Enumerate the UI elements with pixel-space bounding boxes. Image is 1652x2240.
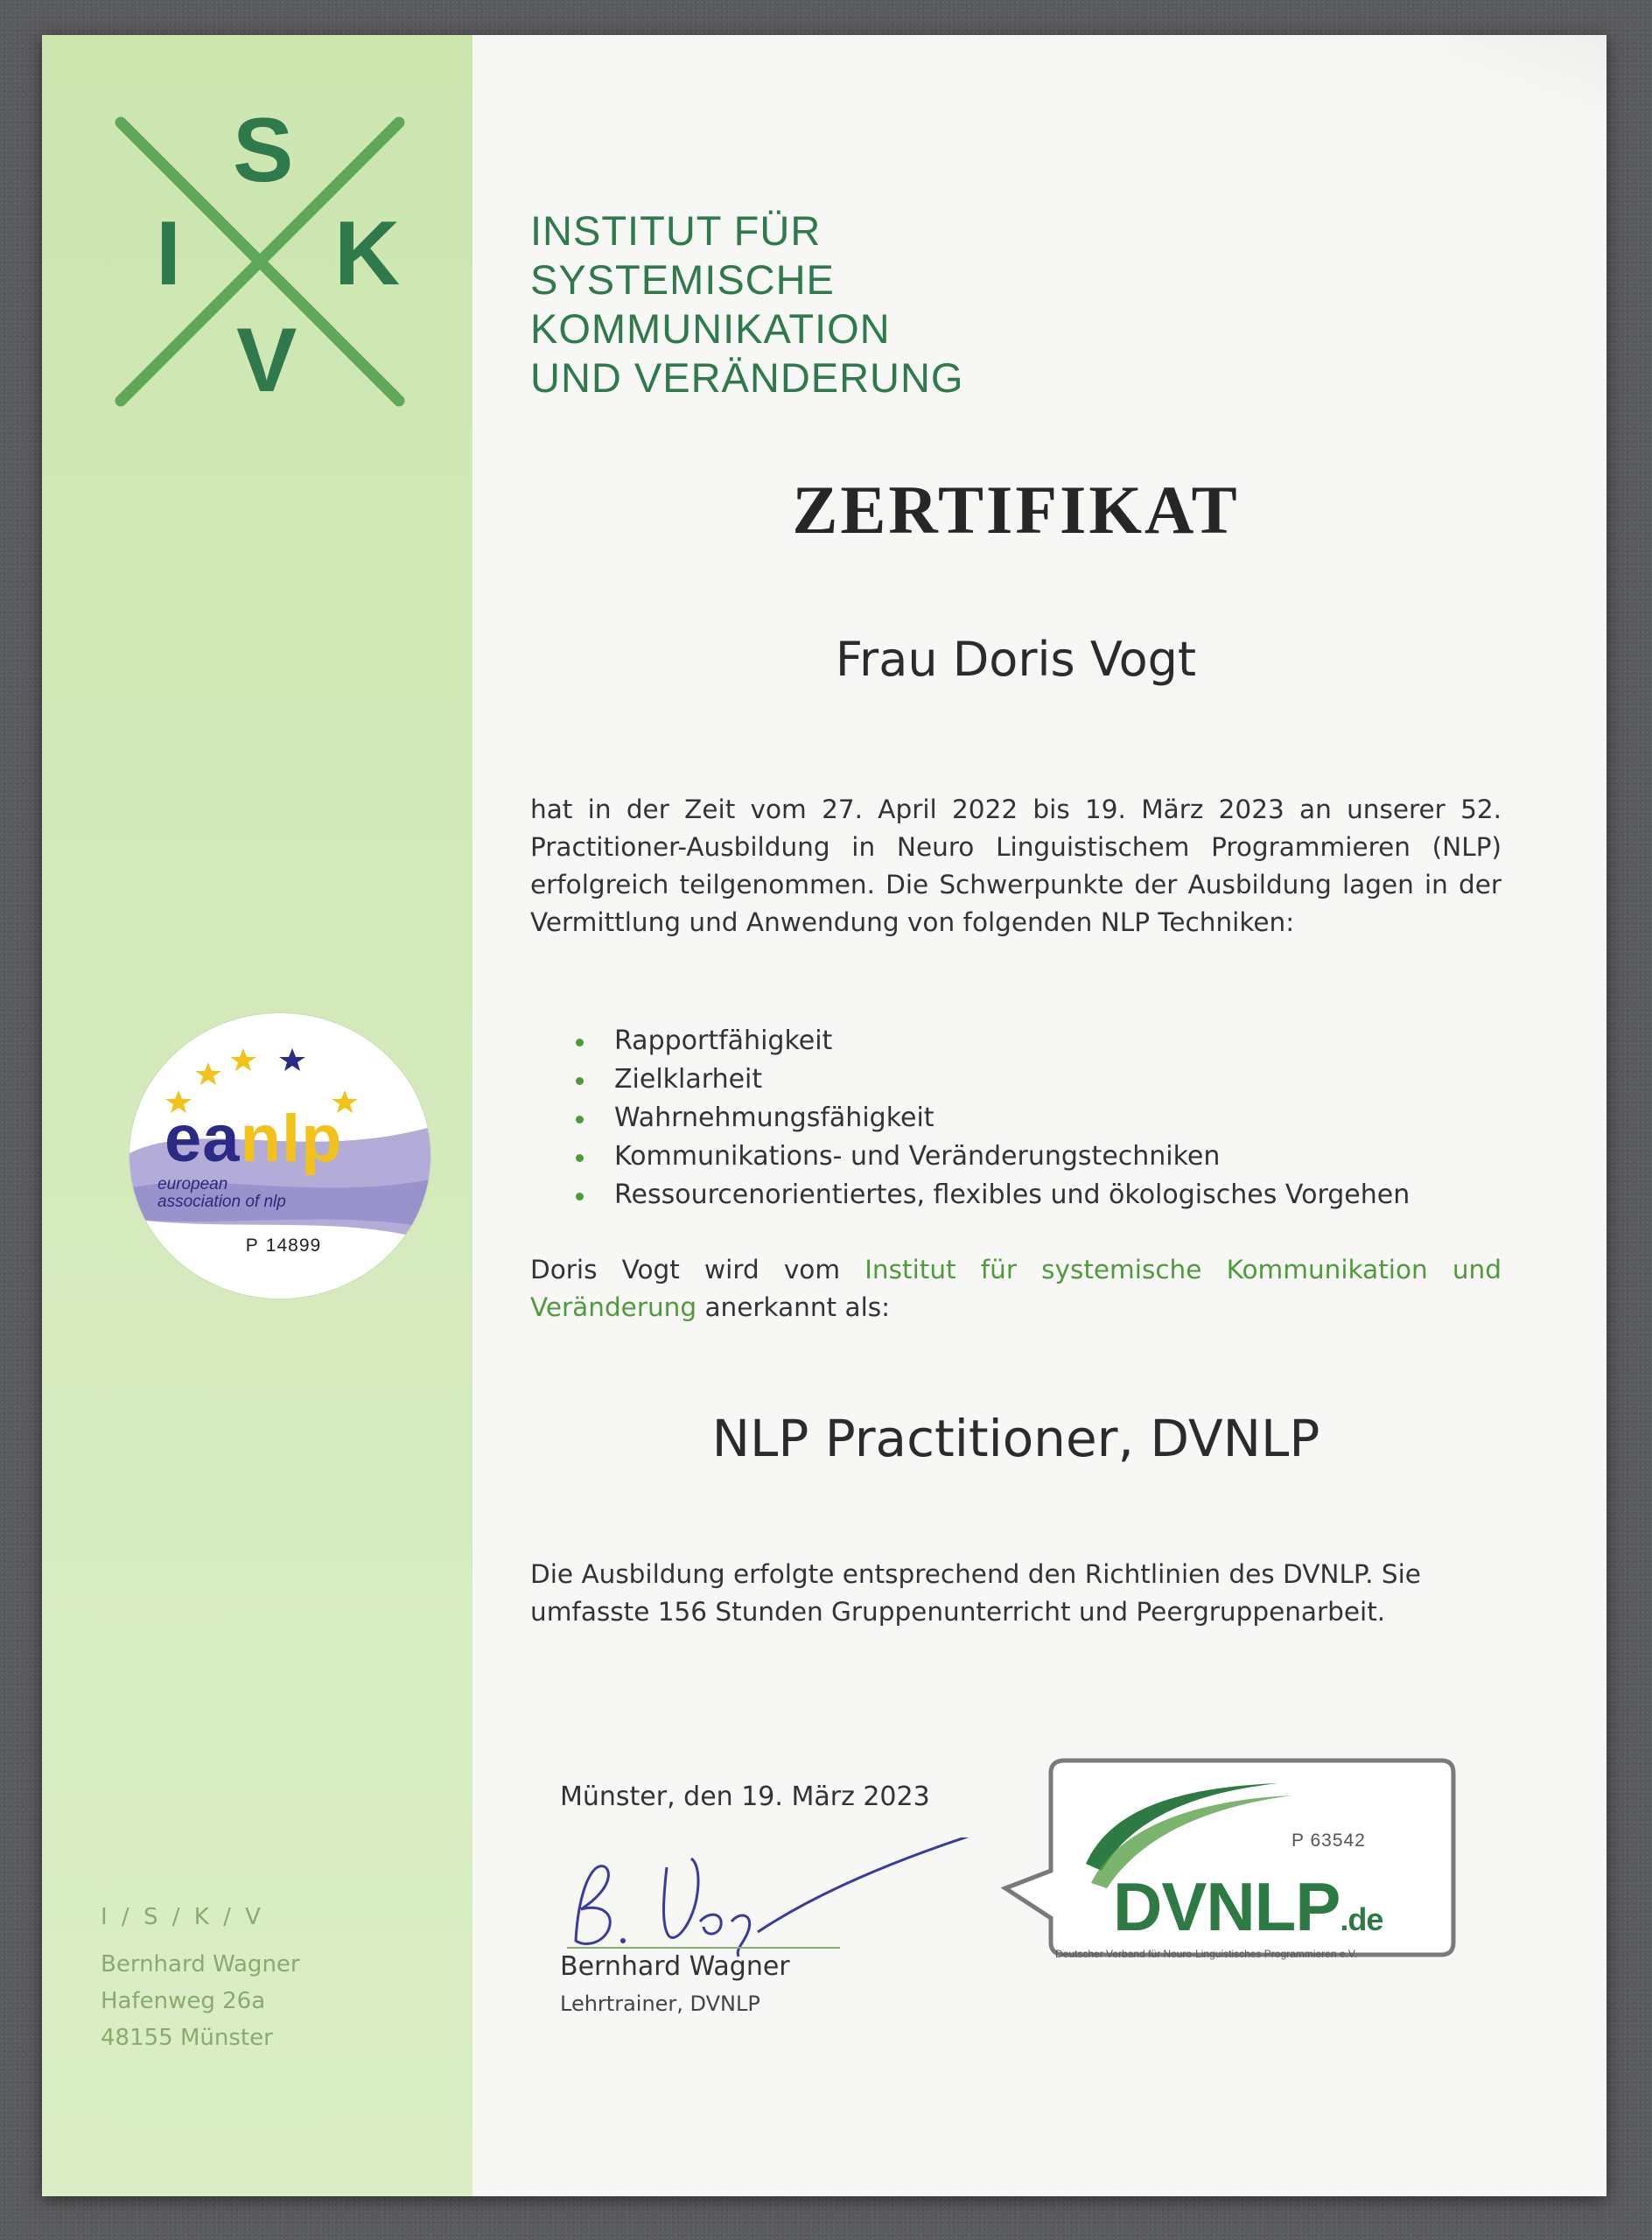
institute-line: SYSTEMISCHE [530,256,835,303]
eanlp-wordmark [164,1101,343,1177]
address-street: Hafenweg 26a [101,1988,266,2014]
eanlp-number-value: 14899 [265,1236,322,1256]
signer-name: Bernhard Wagner [560,1951,790,1982]
certificate-title: ZERTIFIKAT [792,472,1240,548]
certificate-sheet [42,35,1606,2196]
eanlp-number-prefix: P [245,1236,259,1256]
list-item: Wahrnehmungsfähigkeit [567,1099,1410,1138]
institute-line: INSTITUT FÜR [530,207,822,254]
recognition-suffix: anerkannt als: [696,1292,891,1322]
signer-role: Lehrtrainer, DVNLP [560,1992,760,2016]
address-mark: I / S / K / V [101,1904,264,1930]
qualification-title: NLP Practitioner, DVNLP [711,1409,1320,1468]
paper-fold [1449,35,1606,114]
place-date: Münster, den 19. März 2023 [560,1782,930,1812]
logo-letter-i: I [156,203,181,304]
eanlp-subtitle-line: european [158,1175,228,1194]
recognition-prefix: Doris Vogt wird vom [530,1255,865,1284]
list-item: Rapportfähigkeit [567,1022,1410,1060]
logo-letter-s: S [233,100,294,201]
logo-letter-v: V [236,310,298,411]
eanlp-word-ea: ea [164,1102,241,1176]
eanlp-seal [130,1013,430,1298]
address-city: 48155 Münster [101,2025,273,2051]
recognition-institute: Institut für systemische Kommunikation und Veränderung [530,1255,1502,1322]
dvnlp-word: DVNLP [1113,1868,1340,1945]
eanlp-subtitle [158,1176,286,1211]
intro-paragraph: hat in der Zeit vom 27. April 2022 bis 19. März 2023 an unserer 52. Practitioner-Ausbildung in Neuro Linguistischem Programmieren (NLP) erfolgreich teilgenommen. Die Schwerpunkte der Ausbildung lagen in der Vermittlung und Anwendung von folgenden NLP Techniken: [530,794,1502,937]
signature-image [560,1838,998,1960]
iskv-logo [110,100,425,427]
dvnlp-member-number: P 63542 [1292,1830,1366,1851]
institute-name [530,206,964,402]
institute-line: KOMMUNIKATION [530,305,891,352]
recognition-paragraph [530,1251,1502,1326]
list-item: Zielklarheit [567,1060,1410,1099]
sender-address [101,1899,300,2056]
list-item: Kommunikations- und Veränderungstechniken [567,1138,1410,1176]
logo-letter-k: K [334,203,401,304]
recipient-name: Frau Doris Vogt [835,632,1197,687]
dvnlp-wordmark [1113,1867,1382,1947]
institute-line: UND VERÄNDERUNG [530,354,964,401]
guidelines-paragraph: Die Ausbildung erfolgte entsprechend den Richtlinien des DVNLP. Sie umfasste 156 Stunden Gruppenunterricht und Peergruppenarbeit. [530,1559,1421,1627]
list-item: Ressourcenorientiertes, flexibles und ökologisches Vorgehen [567,1176,1410,1214]
technique-list [567,1022,1410,1214]
address-name: Bernhard Wagner [101,1951,300,1978]
dvnlp-caption: Deutscher Verband für Neuro-Linguistisches Programmieren e.V. [1055,1948,1358,1960]
eanlp-word-nlp: nlp [240,1102,343,1176]
eanlp-member-number [130,1236,430,1256]
eanlp-subtitle-line: association of nlp [158,1193,286,1211]
dvnlp-tld: .de [1340,1901,1383,1937]
